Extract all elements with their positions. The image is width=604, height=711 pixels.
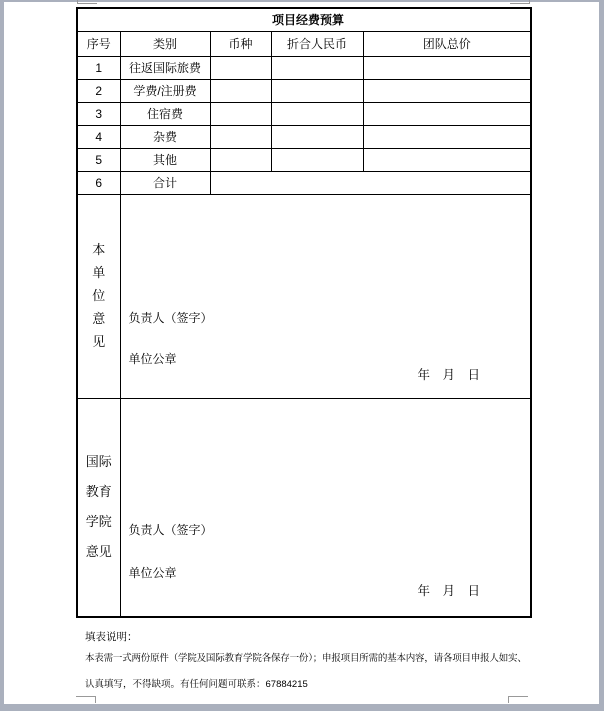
opinion-unit-label-text: 本 单 位 意 见 [92,242,106,349]
crop-mark-top-left [77,0,97,4]
rmb-input-cell[interactable] [271,56,363,79]
total-input-cell[interactable] [363,102,531,125]
table-title-row [77,8,531,31]
table-title: 项目经费预算 [77,8,531,31]
total-input-cell[interactable] [363,79,531,102]
rmb-input-cell[interactable] [271,102,363,125]
serial-cell: 1 [77,56,120,79]
total-input-cell[interactable] [363,56,531,79]
note-line: 本表需一式两份原件（学院及国际教育学院各保存一份）；申报项目所需的基本内容，请各项目申报人如实、 [85,653,527,664]
category-cell: 往返国际旅费 [120,56,210,79]
opinion-college-label [77,398,120,617]
serial-cell: 3 [77,102,120,125]
table-row [77,125,531,148]
column-header-currency: 币种 [210,31,271,56]
currency-input-cell[interactable] [210,79,271,102]
date-label: 年 月 日 [417,584,481,598]
column-header-team-total: 团队总价 [363,31,531,56]
table-row-total [77,171,531,194]
column-header-rmb: 折合人民币 [271,31,363,56]
currency-input-cell[interactable] [210,125,271,148]
rmb-input-cell[interactable] [271,148,363,171]
category-cell: 其他 [120,148,210,171]
seal-label: 单位公章 [128,351,177,366]
budget-table [76,7,532,618]
currency-input-cell[interactable] [210,148,271,171]
table-row [77,79,531,102]
opinion-unit-content[interactable] [120,194,531,398]
category-cell: 合计 [120,171,210,194]
rmb-input-cell[interactable] [271,125,363,148]
note-line: 认真填写，不得缺项。有任何问题可联系：67884215 [85,679,308,690]
table-header-row [77,31,531,56]
opinion-unit-label [77,194,120,398]
table-row [77,148,531,171]
signer-label: 负责人（签字） [128,522,213,537]
opinion-college-content[interactable] [120,398,531,617]
rmb-input-cell[interactable] [271,79,363,102]
date-label: 年 月 日 [417,367,481,382]
serial-cell: 6 [77,171,120,194]
opinion-section-college [77,398,531,617]
category-cell: 住宿费 [120,102,210,125]
crop-mark-bottom-left [76,696,96,703]
signer-label: 负责人（签字） [128,310,213,325]
opinion-section-unit [77,194,531,398]
table-row [77,102,531,125]
crop-mark-top-right [510,0,530,4]
currency-input-cell[interactable] [210,56,271,79]
seal-label: 单位公章 [128,565,177,580]
opinion-college-label-text: 国际 教育 学院 意见 [85,454,112,560]
serial-cell: 2 [77,79,120,102]
category-cell: 学费/注册费 [120,79,210,102]
column-header-category: 类别 [120,31,210,56]
column-header-serial: 序号 [77,31,120,56]
notes-heading: 填表说明： [85,631,138,643]
serial-cell: 5 [77,148,120,171]
crop-mark-bottom-right [508,696,528,703]
total-sum-input-cell[interactable] [210,171,531,194]
category-cell: 杂费 [120,125,210,148]
total-input-cell[interactable] [363,148,531,171]
serial-cell: 4 [77,125,120,148]
table-row [77,56,531,79]
total-input-cell[interactable] [363,125,531,148]
currency-input-cell[interactable] [210,102,271,125]
